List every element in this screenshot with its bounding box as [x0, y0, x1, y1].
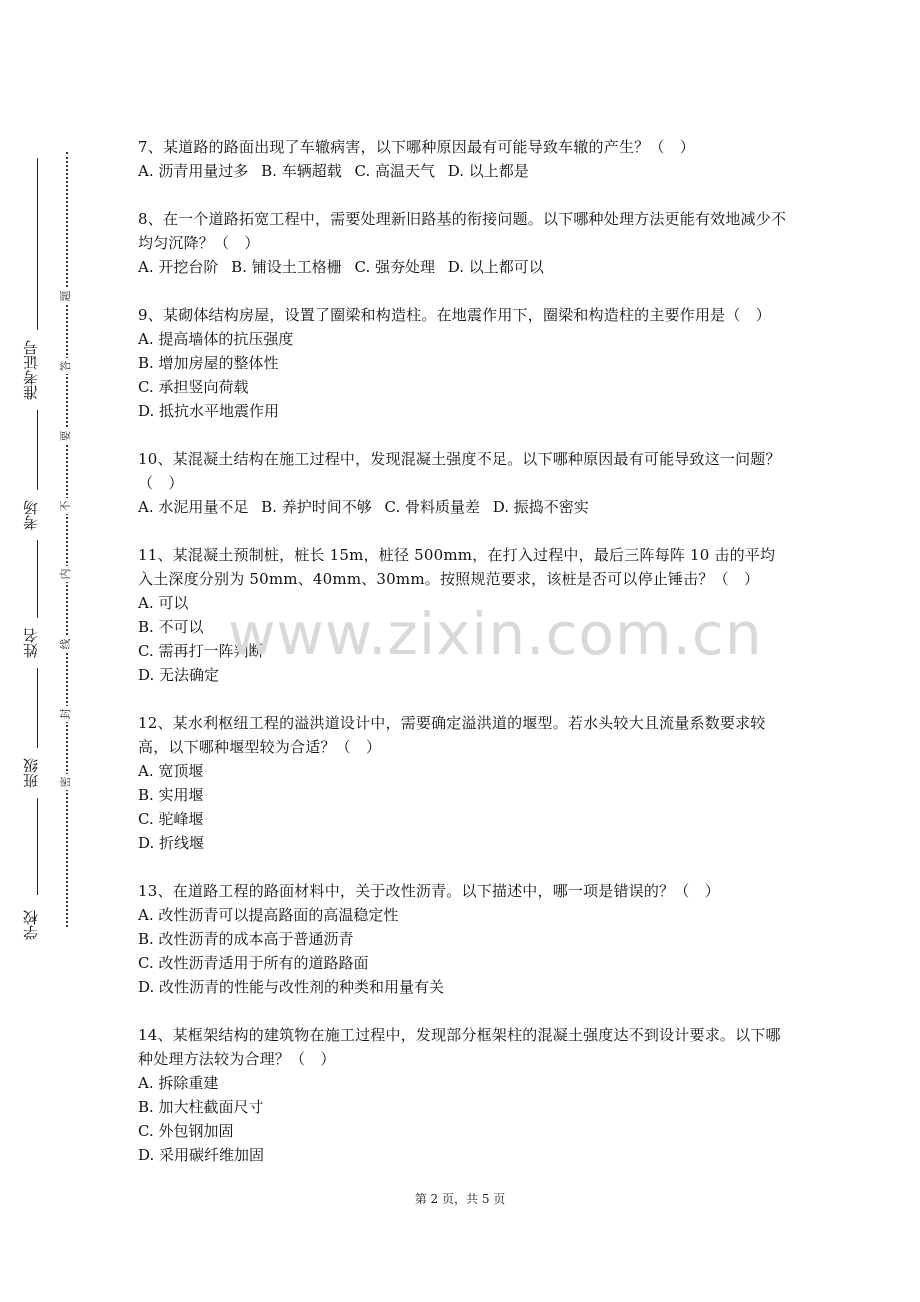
- option-b: B. 铺设土工格栅: [231, 258, 342, 276]
- question-stem: 11、某混凝土预制桩，桩长 15m，桩径 500mm，在打入过程中，最后三阵每阵 10 击的平均入土深度分别为 50mm、40mm、30mm。按照规范要求，该桩是否可以停止锤击？（ ）: [138, 546, 776, 588]
- question-stem: 10、某混凝土结构在施工过程中，发现混凝土强度不足。以下哪种原因最有可能导致这一问题？（ ）: [138, 450, 781, 492]
- seal-char: 封: [58, 706, 74, 722]
- option-d: D. 以上都可以: [447, 258, 544, 276]
- option-d: D. 改性沥青的性能与改性剂的种类和用量有关: [138, 978, 445, 996]
- question-12: [138, 711, 788, 855]
- option-d: D. 以上都是: [447, 162, 529, 180]
- question-stem: 12、某水利枢纽工程的溢洪道设计中，需要确定溢洪道的堰型。若水头较大且流量系数要求较高，以下哪种堰型较为合适？（ ）: [138, 714, 766, 756]
- seal-char: 答: [58, 358, 74, 374]
- option-c: C. 改性沥青适用于所有的道路路面: [138, 954, 369, 972]
- question-stem: 14、某框架结构的建筑物在施工过程中，发现部分框架柱的混凝土强度达不到设计要求。以下哪种处理方法较为合理？（ ）: [138, 1026, 781, 1068]
- option-d: D. 振捣不密实: [492, 498, 589, 516]
- label-exam-room: 考场: [16, 490, 46, 540]
- option-d: D. 无法确定: [138, 666, 220, 684]
- label-school: 学校: [16, 895, 46, 955]
- option-a: A. 可以: [138, 594, 189, 612]
- question-stem: 13、在道路工程的路面材料中，关于改性沥青。以下描述中，哪一项是错误的？（ ）: [138, 882, 720, 900]
- label-ticket-number: 准考证号: [16, 330, 46, 410]
- option-b: B. 不可以: [138, 618, 204, 636]
- binding-line: [37, 158, 38, 948]
- option-b: B. 车辆超载: [261, 162, 342, 180]
- question-13: [138, 879, 788, 999]
- seal-char: 线: [58, 636, 74, 652]
- seal-char: 密: [58, 774, 74, 790]
- option-a: A. 提高墙体的抗压强度: [138, 330, 294, 348]
- option-d: D. 采用碳纤维加固: [138, 1146, 265, 1164]
- option-a: A. 拆除重建: [138, 1074, 219, 1092]
- option-c: C. 需再打一阵判断: [138, 642, 264, 660]
- option-b: B. 增加房屋的整体性: [138, 354, 279, 372]
- option-a: A. 开挖台阶: [138, 258, 219, 276]
- question-14: [138, 1023, 788, 1167]
- option-c: C. 外包钢加固: [138, 1122, 234, 1140]
- question-7: [138, 135, 788, 183]
- label-name: 姓名: [16, 618, 46, 668]
- option-a: A. 宽顶堰: [138, 762, 204, 780]
- question-10: [138, 447, 788, 519]
- label-class: 班级: [16, 748, 46, 798]
- option-b: B. 养护时间不够: [261, 498, 372, 516]
- question-8: [138, 207, 788, 279]
- option-b: B. 加大柱截面尺寸: [138, 1098, 264, 1116]
- option-c: C. 强夯处理: [354, 258, 435, 276]
- question-stem: 8、在一个道路拓宽工程中，需要处理新旧路基的衔接问题。以下哪种处理方法更能有效地减少不均匀沉降？（ ）: [138, 210, 787, 252]
- page-footer: 第 2 页，共 5 页: [414, 1192, 506, 1206]
- option-d: D. 折线堰: [138, 834, 205, 852]
- question-9: [138, 303, 788, 423]
- option-c: C. 承担竖向荷载: [138, 378, 249, 396]
- watermark: www.zixin.com.cn: [228, 600, 763, 668]
- question-list: [138, 135, 788, 1167]
- option-a: A. 水泥用量不足: [138, 498, 249, 516]
- option-c: C. 高温天气: [354, 162, 435, 180]
- question-stem: 7、某道路的路面出现了车辙病害，以下哪种原因最有可能导致车辙的产生？（ ）: [138, 138, 695, 156]
- seal-dotted-line: [66, 152, 68, 927]
- option-b: B. 实用堰: [138, 786, 204, 804]
- seal-char: 不: [58, 498, 74, 514]
- seal-char: 题: [58, 288, 74, 304]
- option-d: D. 抵抗水平地震作用: [138, 402, 280, 420]
- option-a: A. 改性沥青可以提高路面的高温稳定性: [138, 906, 399, 924]
- question-11: [138, 543, 788, 687]
- options-row: [138, 255, 788, 279]
- options-row: [138, 159, 788, 183]
- option-b: B. 改性沥青的成本高于普通沥青: [138, 930, 354, 948]
- option-a: A. 沥青用量过多: [138, 162, 249, 180]
- seal-char: 要: [58, 428, 74, 444]
- seal-char: 内: [58, 566, 74, 582]
- options-row: [138, 495, 788, 519]
- option-c: C. 驼峰堰: [138, 810, 204, 828]
- question-stem: 9、某砌体结构房屋，设置了圈梁和构造柱。在地震作用下，圈梁和构造柱的主要作用是（ ）: [138, 306, 771, 324]
- option-c: C. 骨料质量差: [384, 498, 480, 516]
